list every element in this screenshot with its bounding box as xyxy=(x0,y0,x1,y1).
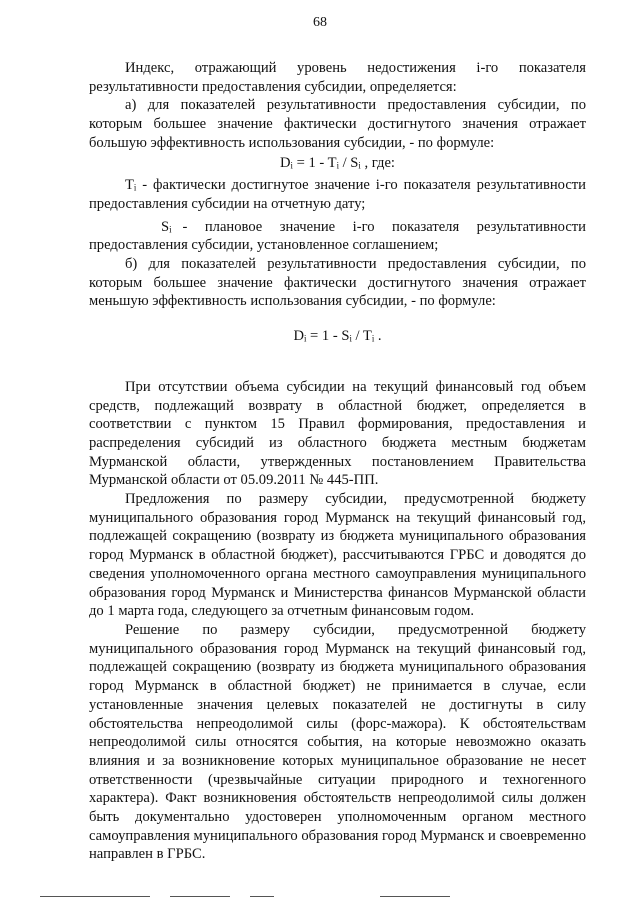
scan-line xyxy=(250,896,274,897)
document-body xyxy=(89,59,586,864)
formula-case-b: Dᵢ = 1 - Sᵢ / Tᵢ . xyxy=(293,328,382,345)
formula-case-a: Dᵢ = 1 - Tᵢ / Sᵢ , где: xyxy=(280,154,395,171)
paragraph-index-definition: Индекс, отражающий уровень недостижения i-го показателя результативности предоставления субсидии, определяется: xyxy=(89,60,586,95)
definition-s xyxy=(89,218,586,255)
symbol-t: Tᵢ xyxy=(125,177,137,194)
scan-edge-lines xyxy=(0,896,640,902)
paragraph-case-b: б) для показателей результативности предоставления субсидии, по которым большее значение фактически достигнутого значения отражает меньшую эффективность использования субсидии, - по формуле: xyxy=(89,256,586,310)
paragraph-case-a: а) для показателей результативности предоставления субсидии, по которым большее значение фактически достигнутого значения отражает большую эффективность использования субсидии, - по формуле: xyxy=(89,97,586,151)
scan-line xyxy=(380,896,450,897)
definition-s-text: - плановое значение i-го показателя результативности предоставления субсидии, установленное соглашением; xyxy=(89,218,586,254)
scan-line xyxy=(170,896,230,897)
scan-line xyxy=(40,896,150,897)
definition-t-text: - фактически достигнутое значение i-го показателя результативности предоставления субсидии на отчетную дату; xyxy=(89,177,586,212)
paragraph-force-majeure: Решение по размеру субсидии, предусмотренной бюджету муниципального образования город Мурманск на текущий финансовый год, подлежащей сокращению (возврату из бюджета муниципального образования город Мурманск в областной бюджет) не принимается в случае, если установленные значения целевых показателей не достигнуты в силу обстоятельства непреодолимой силы (форс-мажора). К обстоятельствам непреодолимой силы относятся события, на которые невозможно оказать влияния и за возникновение которых муниципальное образование не несет ответственности (чрезвычайные ситуации природного и техногенного характера). Факт возникновения обстоятельств непреодолимой силы должен быть документально удостоверен уполномоченным органом местного самоуправления муниципального образования город Мурманск и своевременно направлен в ГРБС. xyxy=(89,621,586,863)
definition-t xyxy=(89,176,586,213)
paragraph-no-subsidy: При отсутствии объема субсидии на текущий финансовый год объем средств, подлежащий возврату в областной бюджет, определяется в соответствии с пунктом 15 Правил формирования, предоставления и распределения субсидий из областного бюджета местным бюджетам Мурманской области, утвержденных постановлением Правительства Мурманской области от 05.09.2011 № 445-ПП. xyxy=(89,378,586,489)
page-number: 68 xyxy=(313,15,327,30)
symbol-s: Sᵢ xyxy=(161,218,172,235)
paragraph-proposals: Предложения по размеру субсидии, предусмотренной бюджету муниципального образования город Мурманск на текущий финансовый год, подлежащей сокращению (возврату из бюджета муниципального образования город Мурманск в областной бюджет), рассчитываются ГРБС и доводятся до сведения уполномоченного органа местного самоуправления муниципального образования город Мурманск и Министерства финансов Мурманской области до 1 марта года, следующего за отчетным финансовым годом. xyxy=(89,491,586,620)
